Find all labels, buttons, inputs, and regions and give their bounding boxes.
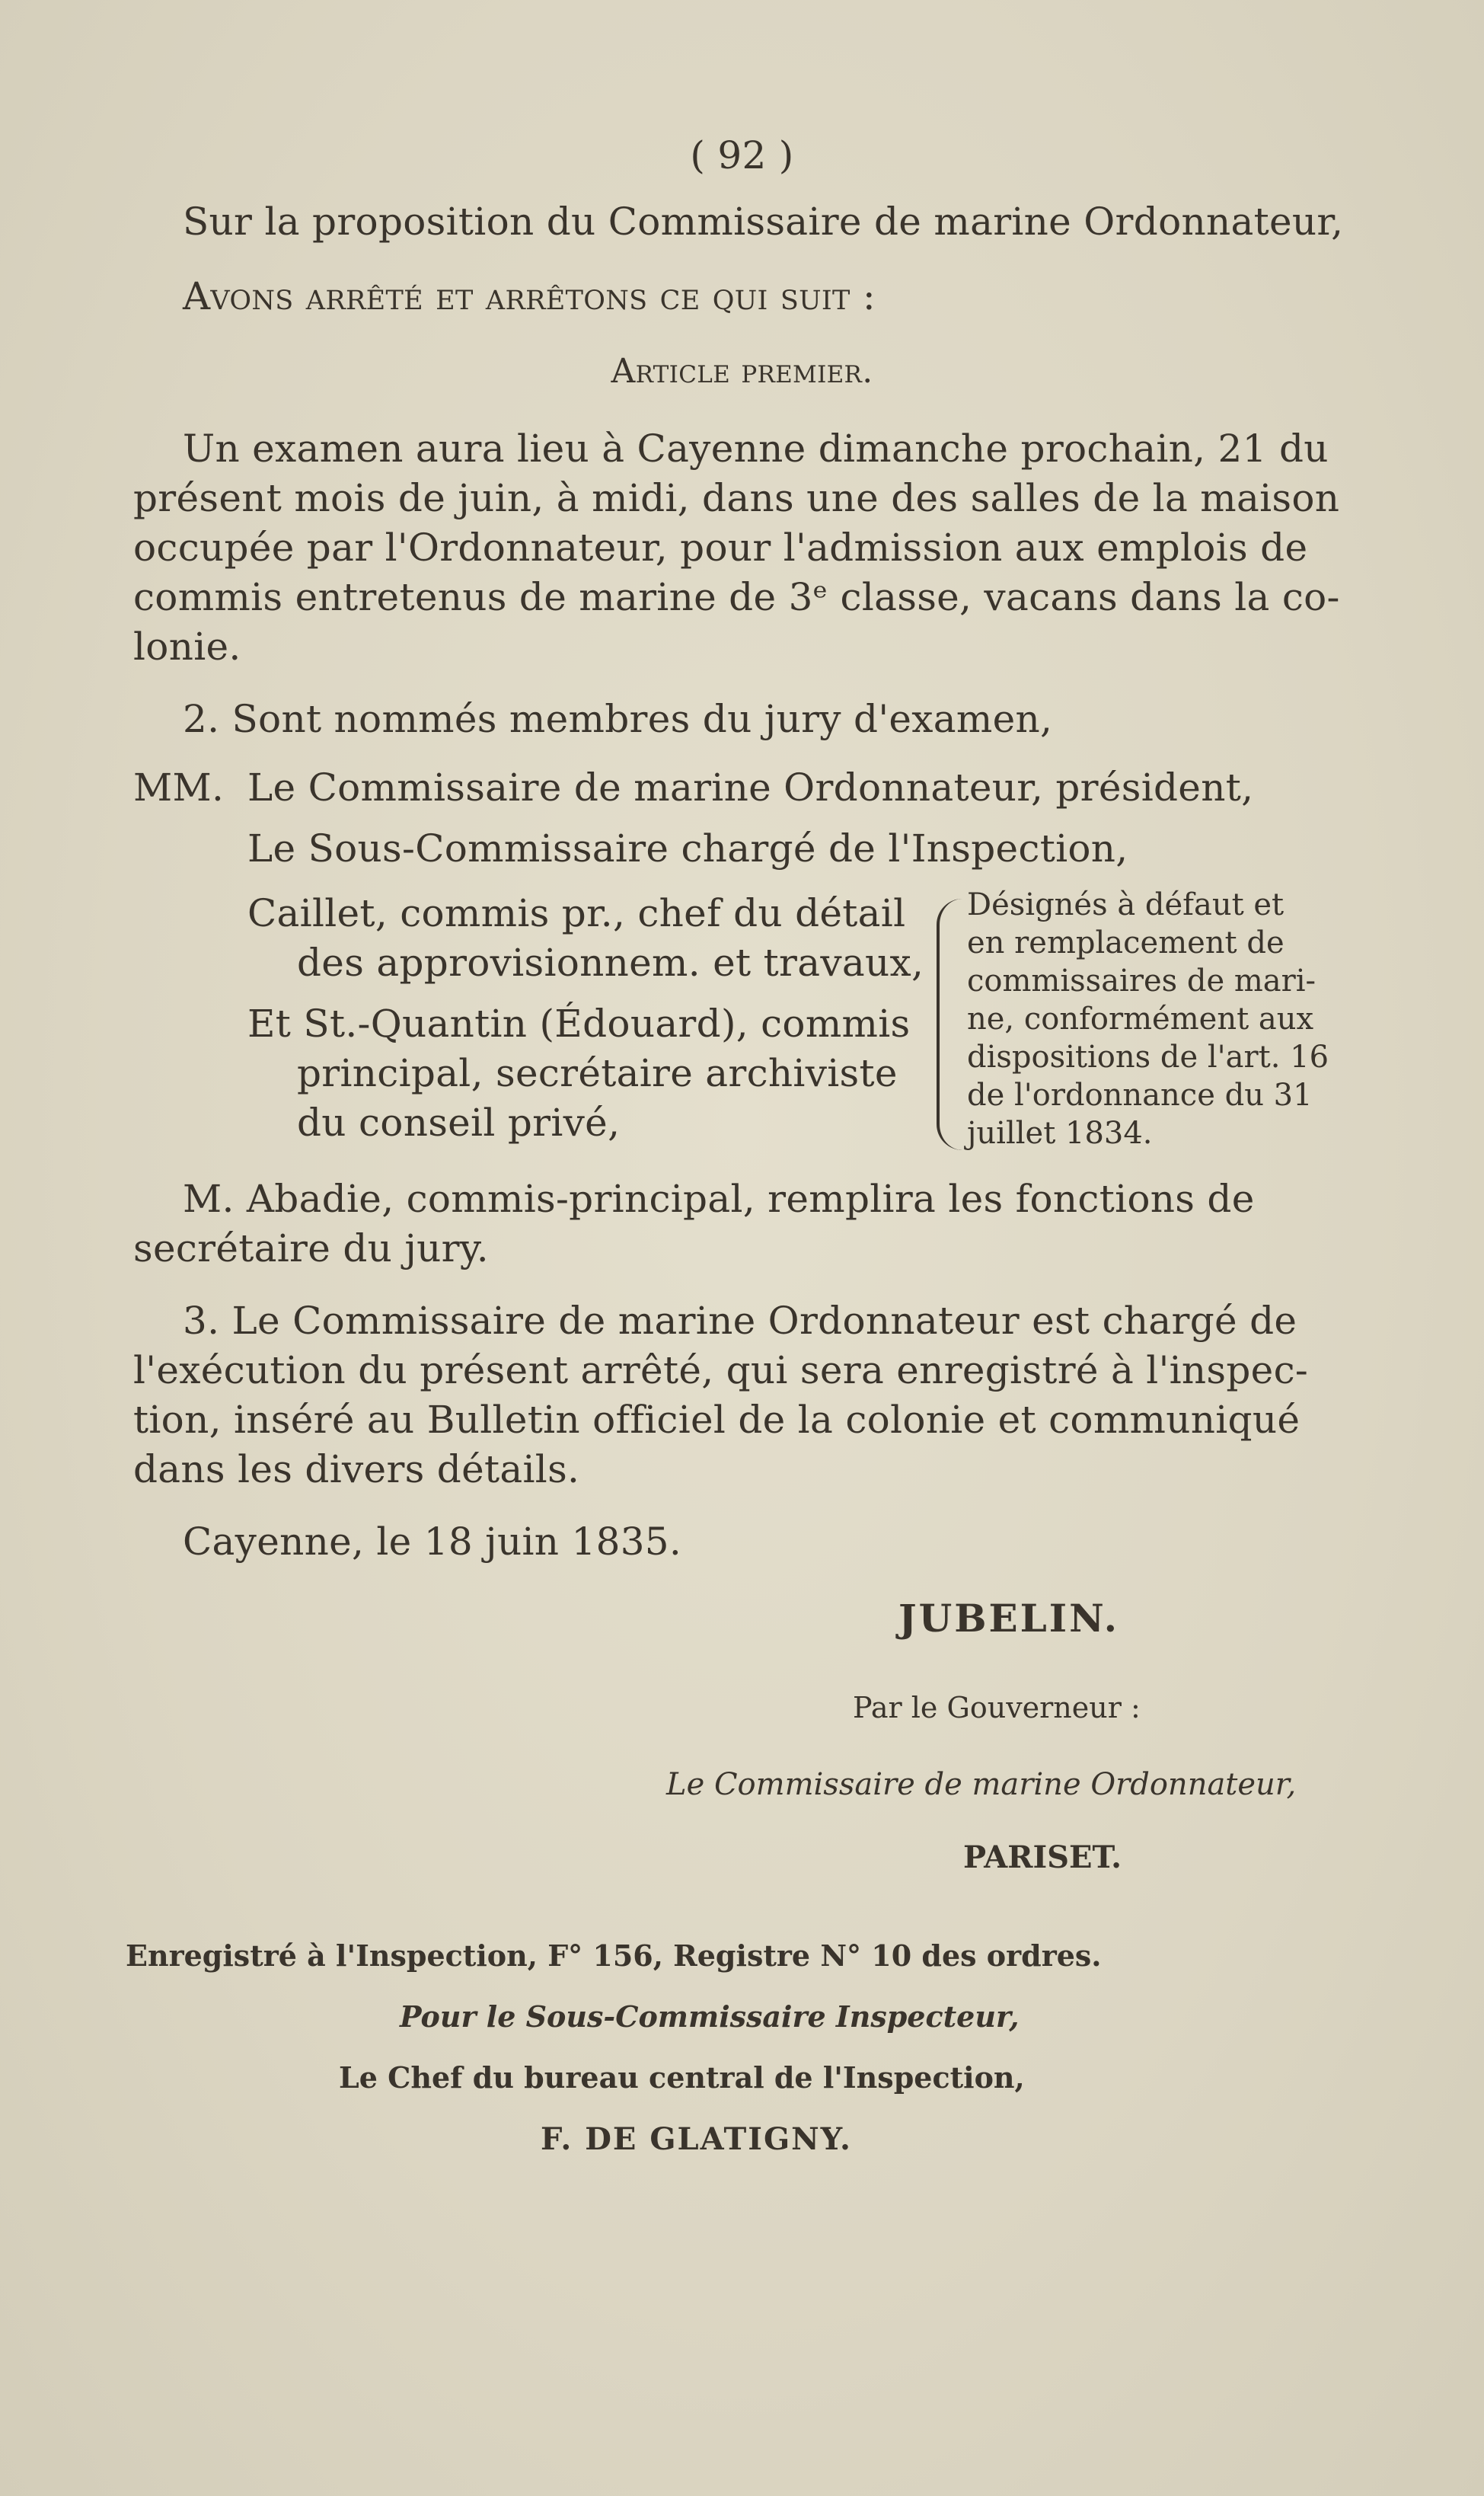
article1-line-3: occupée par l'Ordonnateur, pour l'admission aux emplois de bbox=[133, 526, 1308, 570]
secretary-line-2: secrétaire du jury. bbox=[133, 1226, 489, 1270]
by-governor: Par le Gouverneur : bbox=[853, 1691, 1141, 1724]
note-line-1: Désignés à défaut et bbox=[967, 887, 1285, 922]
article3-line-2: l'exécution du présent arrêté, qui sera enregistré à l'inspec- bbox=[133, 1348, 1309, 1392]
note-line-7: juillet 1834. bbox=[967, 1116, 1153, 1151]
registration-line-3: Le Chef du bureau central de l'Inspection, bbox=[339, 2060, 1025, 2095]
note-line-6: de l'ordonnance du 31 bbox=[967, 1078, 1313, 1113]
article1-line-4: commis entretenus de marine de 3ᵉ classe, vacans dans la co- bbox=[133, 575, 1340, 619]
note-line-4: ne, conformément aux bbox=[967, 1002, 1314, 1037]
commissaire-title: Le Commissaire de marine Ordonnateur, bbox=[666, 1767, 1297, 1802]
page-number: ( 92 ) bbox=[690, 133, 794, 177]
secretary-line-1: M. Abadie, commis-principal, remplira les fonctions de bbox=[183, 1177, 1255, 1221]
note-line-5: dispositions de l'art. 16 bbox=[967, 1040, 1329, 1075]
note-line-2: en remplacement de bbox=[967, 925, 1285, 960]
member-3-line-2: des approvisionnem. et travaux, bbox=[297, 941, 924, 985]
mm-label: MM. bbox=[133, 765, 225, 810]
article1-line-5: lonie. bbox=[133, 625, 241, 669]
article2-intro: 2. Sont nommés membres du jury d'examen, bbox=[183, 697, 1053, 741]
article1-line-2: présent mois de juin, à midi, dans une des salles de la maison bbox=[133, 476, 1340, 520]
member-1: Le Commissaire de marine Ordonnateur, président, bbox=[247, 765, 1254, 810]
note-line-3: commissaires de mari- bbox=[967, 964, 1316, 999]
governor-signature: JUBELIN. bbox=[898, 1596, 1120, 1641]
registration-line-4: F. DE GLATIGNY. bbox=[541, 2121, 852, 2157]
member-4-line-1: Et St.-Quantin (Édouard), commis bbox=[247, 1002, 911, 1046]
intro-line-1: Sur la proposition du Commissaire de marine Ordonnateur, bbox=[183, 200, 1344, 244]
date-place: Cayenne, le 18 juin 1835. bbox=[183, 1520, 682, 1564]
registration-line-1: Enregistré à l'Inspection, F° 156, Registre N° 10 des ordres. bbox=[126, 1938, 1102, 1973]
brace bbox=[937, 899, 962, 1150]
member-3-line-1: Caillet, commis pr., chef du détail bbox=[247, 891, 906, 935]
article3-line-3: tion, inséré au Bulletin officiel de la colonie et communiqué bbox=[133, 1398, 1300, 1442]
article-heading: Article premier. bbox=[611, 352, 873, 391]
registration-line-2: Pour le Sous-Commissaire Inspecteur, bbox=[400, 1999, 1020, 2034]
commissaire-name: PARISET. bbox=[963, 1839, 1122, 1875]
article3-line-1: 3. Le Commissaire de marine Ordonnateur est chargé de bbox=[183, 1299, 1297, 1343]
member-2: Le Sous-Commissaire chargé de l'Inspection, bbox=[247, 826, 1128, 871]
member-4-line-3: du conseil privé, bbox=[297, 1101, 621, 1145]
intro-line-2: Avons arrêté et arrêtons ce qui suit : bbox=[183, 274, 876, 318]
member-4-line-2: principal, secrétaire archiviste bbox=[297, 1051, 898, 1095]
article1-line-1: Un examen aura lieu à Cayenne dimanche prochain, 21 du bbox=[183, 427, 1329, 471]
article3-line-4: dans les divers détails. bbox=[133, 1447, 580, 1491]
